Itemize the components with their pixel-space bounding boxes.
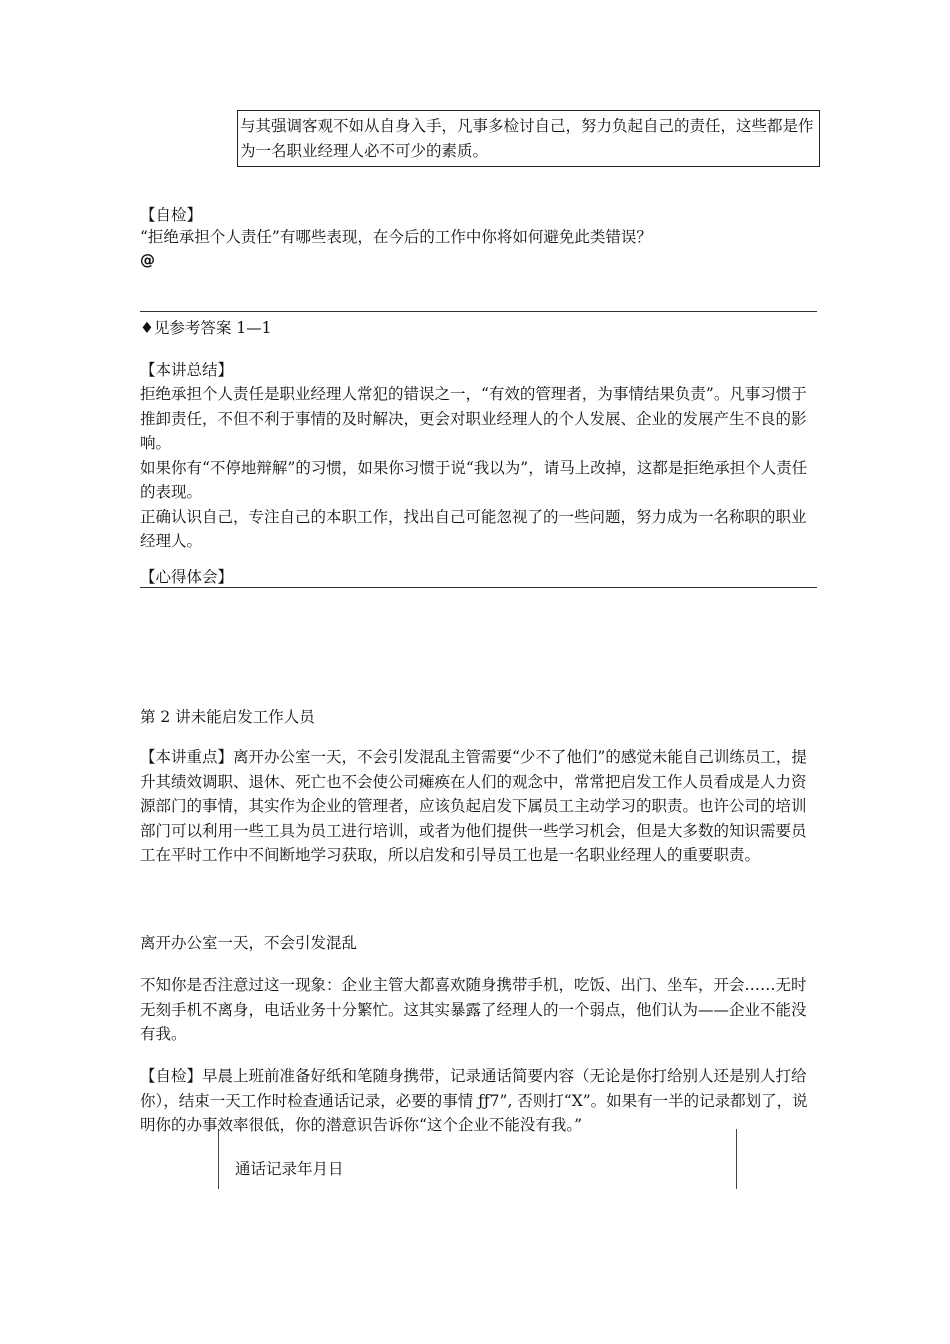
reflection-heading: 【心得体会】 [140, 568, 234, 586]
summary-paragraph: 正确认识自己，专注自己的本职工作，找出自己可能忽视了的一些问题，努力成为一名称职的职业经理人。 [140, 507, 807, 550]
summary-paragraph: 拒绝承担个人责任是职业经理人常犯的错误之一，“有效的管理者，为事情结果负责”。凡事习惯于推卸责任，不但不利于事情的及时解决，更会对职业经理人的个人发展、企业的发展产生不良的影响。 [140, 385, 807, 452]
self-check-question: “拒绝承担个人责任”有哪些表现，在今后的工作中你将如何避免此类错误？ [140, 228, 652, 246]
key-points-text: 【本讲重点】离开办公室一天，不会引发混乱主管需要“少不了他们”的感觉未能自己训练员工，提升其绩效调职、退休、死亡也不会使公司瘫痪在人们的观念中，常常把启发工作人员看成是人力资源部门的事情，其实作为企业的管理者，应该负起启发下属员工主动学习的职责。也许公司的培训部门可以利用一些工具为员工进行培训，或者为他们提供一些学习机会，但是大多数的知识需要员工在平时工作中不间断地学习获取，所以启发和引导员工也是一名职业经理人的重要职责。 [140, 748, 807, 864]
self-check-2-text: 【自检】早晨上班前准备好纸和笔随身携带，记录通话简要内容（无论是你打给别人还是别人打给你），结束一天工作时检查通话记录，必要的事情 ƒƒ7”, 否则打“X”。如果有一半的记录都划了，说明你的办事效率很低，你的潜意识告诉你“这个企业不能没有我。” [140, 1067, 808, 1134]
divider-rule [140, 311, 817, 312]
call-log-title: 通话记录年月日 [235, 1160, 344, 1178]
section-title: 离开办公室一天，不会引发混乱 [140, 934, 358, 952]
answer-mark: @ [140, 251, 155, 269]
quote-box [237, 110, 820, 167]
self-check-heading: 【自检】 [140, 206, 203, 224]
summary-paragraph: 如果你有“不停地辩解”的习惯，如果你习惯于说“我以为”，请马上改掉，这都是拒绝承担个人责任的表现。 [140, 458, 808, 501]
section-body [140, 973, 820, 1047]
section-body-text: 不知你是否注意过这一现象：企业主管大都喜欢随身携带手机，吃饭、出门、坐车，开会……无时无刻手机不离身，电话业务十分繁忙。这其实暴露了经理人的一个弱点，他们认为——企业不能没有我。 [140, 976, 807, 1043]
reference-answer: ♦见参考答案 1—1 [140, 319, 272, 337]
reflection-rule [140, 587, 817, 588]
self-check-2 [140, 1064, 820, 1138]
key-points [140, 745, 820, 868]
lecture-title: 第 2 讲未能启发工作人员 [140, 708, 315, 726]
quote-text: 与其强调客观不如从自身入手，凡事多检讨自己，努力负起自己的责任，这些都是作为一名职业经理人必不可少的素质。 [240, 117, 814, 160]
summary-body [140, 382, 820, 554]
summary-heading: 【本讲总结】 [140, 361, 234, 379]
